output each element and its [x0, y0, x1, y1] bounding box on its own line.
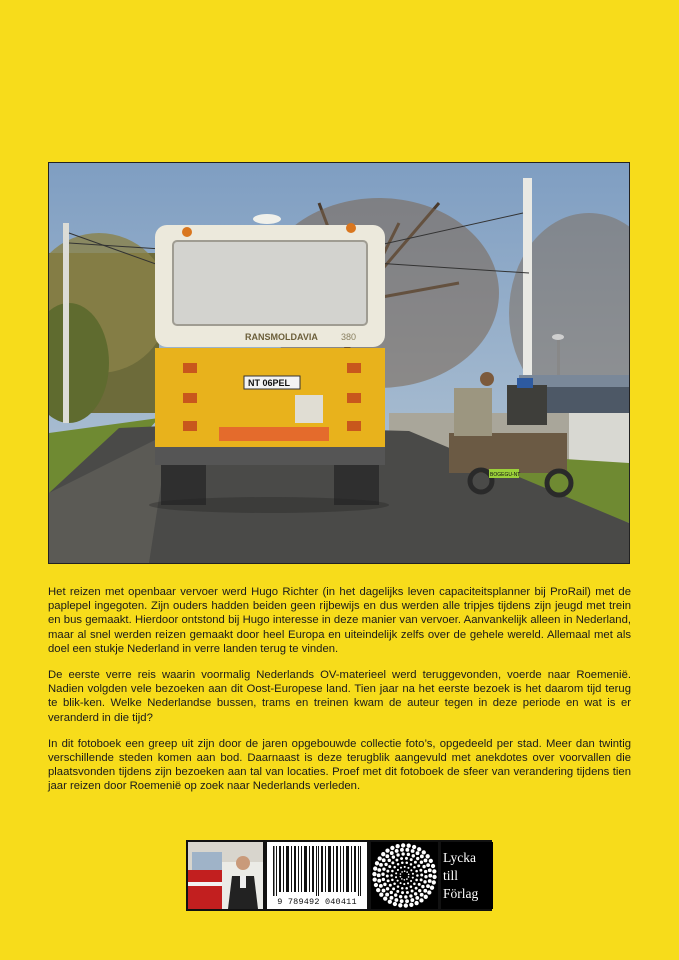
paragraph-2: De eerste verre reis waarin voormalig Nederlands OV-materieel werd teruggevonden, voerde naar Roemenië. Nadien volgden vele bezoeken aan dit Oost-Europese land. Tien jaar na het eerste bezoek is het daarom tijd terug te blik-ken. Welke Nederlandse bussen, trams en treinen kwam de auteur tegen in deze periode en wat is er veranderd in die tijd?: [48, 669, 631, 724]
license-plate-text: NT 06PEL: [248, 378, 291, 388]
barcode-bars-icon: [273, 846, 361, 896]
cover-photo: [48, 162, 630, 564]
paragraph-1: Het reizen met openbaar vervoer werd Hugo Richter (in het dagelijks leven capaciteitsplanner bij ProRail) met de paplepel ingegoten. Zijn ouders hadden beiden geen rijbewijs en dus werden alle tripjes tijdens zijn jeugd met trein en bus gemaakt. Hierdoor ontstond bij Hugo interesse in deze manier van vervoer. Aanvankelijk alleen in Nederland, maar al snel werden reizen gemaakt door heel Europa en uiteindelijk zelfs over de gehele wereld. Allemaal met als doel een stukje Nederland in verre landen terug te vinden.: [48, 586, 631, 655]
bus-name-text: RANSMOLDAVIA: [245, 332, 318, 342]
publisher-line-1: Lycka: [443, 849, 476, 865]
publisher-line-2: till: [443, 867, 459, 883]
bottom-strip: [186, 840, 492, 911]
publisher-name: [441, 842, 493, 909]
bus-number-text: 380: [341, 332, 357, 342]
paragraph-3: In dit fotoboek een greep uit zijn door de jaren opgebouwde collectie foto’s, opgedeeld per stad. Meer dan twintig verschillende steden komen aan bod. Daarnaast is deze terugblik aangevuld met anekdotes over voorvallen die plaatsvonden tijdens zijn bezoeken aan tal van locaties. Proef met dit fotoboek de sfeer van verandering tijdens tien jaar reizen door Roemenië op zoek naar Nederlands verleden.: [48, 737, 631, 793]
publisher-line-3: Förlag: [443, 885, 479, 901]
author-photo: [188, 842, 263, 909]
isbn-barcode: [267, 842, 367, 909]
isbn-number: 9 789492 040411: [277, 897, 357, 907]
cart-plate-text: BOGEGU-NT: [490, 472, 521, 478]
back-cover-text: [48, 585, 631, 806]
publisher-logo-icon: [371, 842, 438, 909]
bus-scene-illustration: [49, 163, 629, 563]
